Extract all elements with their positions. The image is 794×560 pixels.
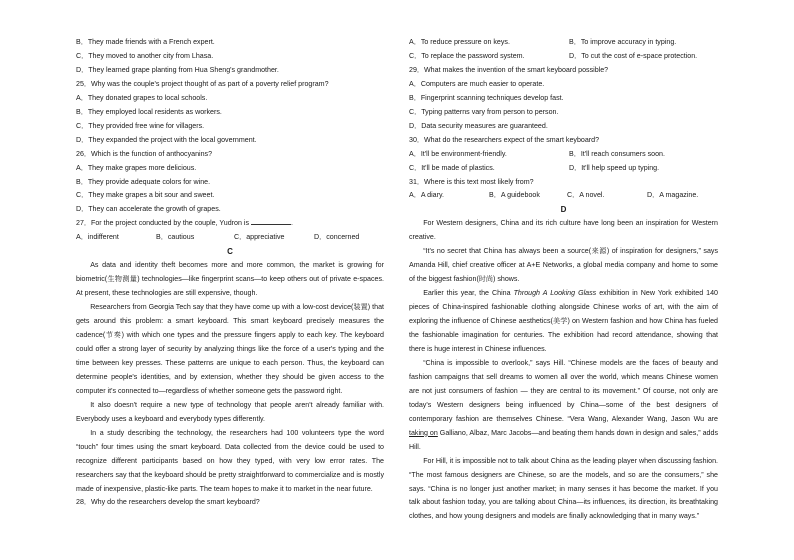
- exhibition-title: Through A Looking Glass: [513, 289, 597, 298]
- q28-option-d: D．To cut the cost of e-space protection.: [569, 51, 698, 60]
- passage-c-paragraph-4: In a study describing the technology, the researchers had 100 volunteers type the word “touch” four times using the smart keyboard. Data collected from the device could be used to recognize different participants based on how they typed, with very low error rates. The researchers say that the keyboard should be pretty straightforward to commercialize and is mostly made of inexpensive, plastic-like parts. The team hopes to make it to market in the near future.: [76, 428, 384, 493]
- q30-options-row-2: [409, 162, 718, 176]
- q29-question: 29．What makes the invention of the smart keyboard possible?: [409, 65, 609, 74]
- paragraph-3-lead: Earlier this year, the China: [423, 289, 514, 298]
- passage-c-paragraph-2: Researchers from Georgia Tech say that they have come up with a low-cost device(装置) that gets around this problem: a smart keyboard. This smart keyboard precisely measures the cadence(节奏) with which one types and the pressure fingers apply to each key. The keyboard could offer a strong layer of security by analyzing things like the force of a user's typing and the time between key presses. These patterns are unique to each person. Thus, the keyboard can determine people's identities, and by extension, whether they should be given access to the computer it's connected to—regardless of whether someone gets the password right.: [76, 303, 384, 395]
- q25-question: 25．Why was the couple's project thought of as part of a poverty relief program?: [76, 79, 329, 88]
- q30-option-d: D．It'll help speed up typing.: [569, 163, 660, 172]
- q29-option-c: C．Typing patterns vary from person to person.: [409, 107, 559, 116]
- passage-d-paragraph-4: [409, 357, 718, 455]
- q27-option-d: D．concerned: [314, 233, 360, 242]
- q28-option-b: B．To improve accuracy in typing.: [569, 38, 677, 46]
- passage-c-paragraph-3: It also doesn't require a new type of technology that people aren't already familiar with. Everybody uses a keyboard and everybody types differently.: [76, 400, 384, 423]
- q25-option-d: D．They expanded the project with the local government.: [76, 135, 257, 144]
- q25-option-c: C．They provided free wine for villagers.: [76, 121, 205, 130]
- q27-text: 27．For the project conducted by the couple, Yudron is: [76, 219, 249, 228]
- q26-option-c: C．They make grapes a bit sour and sweet.: [76, 191, 215, 200]
- q25-option-b: B．They employed local residents as workers.: [76, 107, 222, 116]
- q31-option-d: D．A magazine.: [647, 191, 699, 200]
- passage-d-paragraph-3: [409, 287, 718, 357]
- q27-options: [76, 231, 384, 245]
- q31-question: 31．Where is this text most likely from?: [409, 177, 534, 186]
- q31-option-b: B．A guidebook: [489, 191, 540, 200]
- paragraph-4-rest: Galliano, Albaz, Marc Jacobs—and beating them hands down in design and sales,” adds Hill.: [409, 428, 718, 451]
- passage-c-paragraph-1: As data and identity theft becomes more and more common, the market is growing for biometric(生物测量) technologies—like fingerprint scans—to keep others out of private e-spaces. At present, these technologies are still expensive, though.: [76, 261, 384, 298]
- q24-option-b: B．They made friends with a French expert.: [76, 38, 215, 46]
- section-d-heading: D: [560, 205, 567, 215]
- q24-option-d: D．They learned grape planting from Hua Sheng's grandmother.: [76, 65, 279, 74]
- left-column: [76, 36, 384, 510]
- q31-options: [409, 189, 718, 203]
- passage-d-paragraph-5: For Hill, it is impossible not to talk about China as the leading player when discussing fashion. “The most famous designers are Chinese, so are the models, and so are the consumers,” she says. “China is no longer just another market; in many senses it has become the market. If you talk about fashion today, you are talking about China—its influences, its direction, its breathtaking clothes, and how young designers and models are finally acknowledging that in many ways.”: [409, 456, 718, 521]
- q27-question: 27．For the project conducted by the couple, Yudron is .: [76, 219, 293, 228]
- q29-option-b: B．Fingerprint scanning techniques develop fast.: [409, 93, 564, 102]
- right-column: [409, 36, 718, 524]
- q30-option-a: A．It'll be environment-friendly.: [409, 149, 507, 158]
- paragraph-3-rest: exhibition in New York exhibited 140 pieces of China-inspired fashionable clothing alongside Chinese works of art, with the aim of exploring the influence of Chinese aesthetics(美学) on Western fashion and how China has fueled the fashionable imagination for centuries. The exhibition had record attendance, showing that there is huge interest in Chinese influences.: [409, 289, 719, 353]
- q28-option-c: C．To replace the password system.: [409, 51, 525, 60]
- paragraph-4-lead: “China is impossible to overlook,” says Hill. “Chinese models are the faces of beauty and fashion campaigns that sell dreams to women all over the world, which means Chinese women are not just consumers of fashion — they are central to its movement.” Of course, not only are today's Western designers being influenced by China—some of the best designers of contemporary fashion are themselves Chinese. “Vera Wang, Alexander Wang, Jason Wu are: [409, 358, 718, 423]
- underlined-phrase: taking on: [409, 428, 438, 437]
- q26-option-a: A．They make grapes more delicious.: [76, 163, 197, 172]
- q28-question: 28．Why do the researchers develop the smart keyboard?: [76, 498, 260, 507]
- q27-option-b: B．cautious: [156, 233, 195, 242]
- q30-options-row-1: [409, 148, 718, 162]
- section-c-heading: C: [227, 247, 233, 257]
- q30-option-c: C．It'll be made of plastics.: [409, 163, 495, 172]
- q31-option-c: C．A novel.: [567, 191, 605, 200]
- q28-options-row-2: [409, 50, 718, 64]
- q24-option-c: C．They moved to another city from Lhasa.: [76, 51, 214, 60]
- q30-option-b: B．It'll reach consumers soon.: [569, 149, 665, 158]
- passage-d-paragraph-1: For Western designers, China and its rich culture have long been an inspiration for Western creative.: [409, 219, 718, 242]
- q30-question: 30．What do the researchers expect of the smart keyboard?: [409, 135, 600, 144]
- q29-option-d: D．Data security measures are guaranteed.: [409, 121, 548, 130]
- answer-blank: [251, 217, 291, 225]
- q25-option-a: A．They donated grapes to local schools.: [76, 93, 208, 102]
- q28-option-a: A．To reduce pressure on keys.: [409, 38, 510, 46]
- q31-option-a: A．A diary.: [409, 191, 444, 200]
- q27-option-c: C．appreciative: [234, 233, 285, 242]
- q26-question: 26．Which is the function of anthocyanins?: [76, 149, 213, 158]
- q28-options-row-1: [409, 36, 718, 50]
- passage-d-paragraph-2: “It's no secret that China has always been a source(来源) of inspiration for designers,” says Amanda Hill, chief creative officer at A+E Networks, a global media company and home to some of the biggest fashion(时尚) shows.: [409, 247, 718, 284]
- q27-option-a: A．indifferent: [76, 233, 119, 242]
- q26-option-d: D．They can accelerate the growth of grapes.: [76, 205, 221, 214]
- q29-option-a: A．Computers are much easier to operate.: [409, 79, 545, 88]
- q26-option-b: B．They provide adequate colors for wine.: [76, 177, 211, 186]
